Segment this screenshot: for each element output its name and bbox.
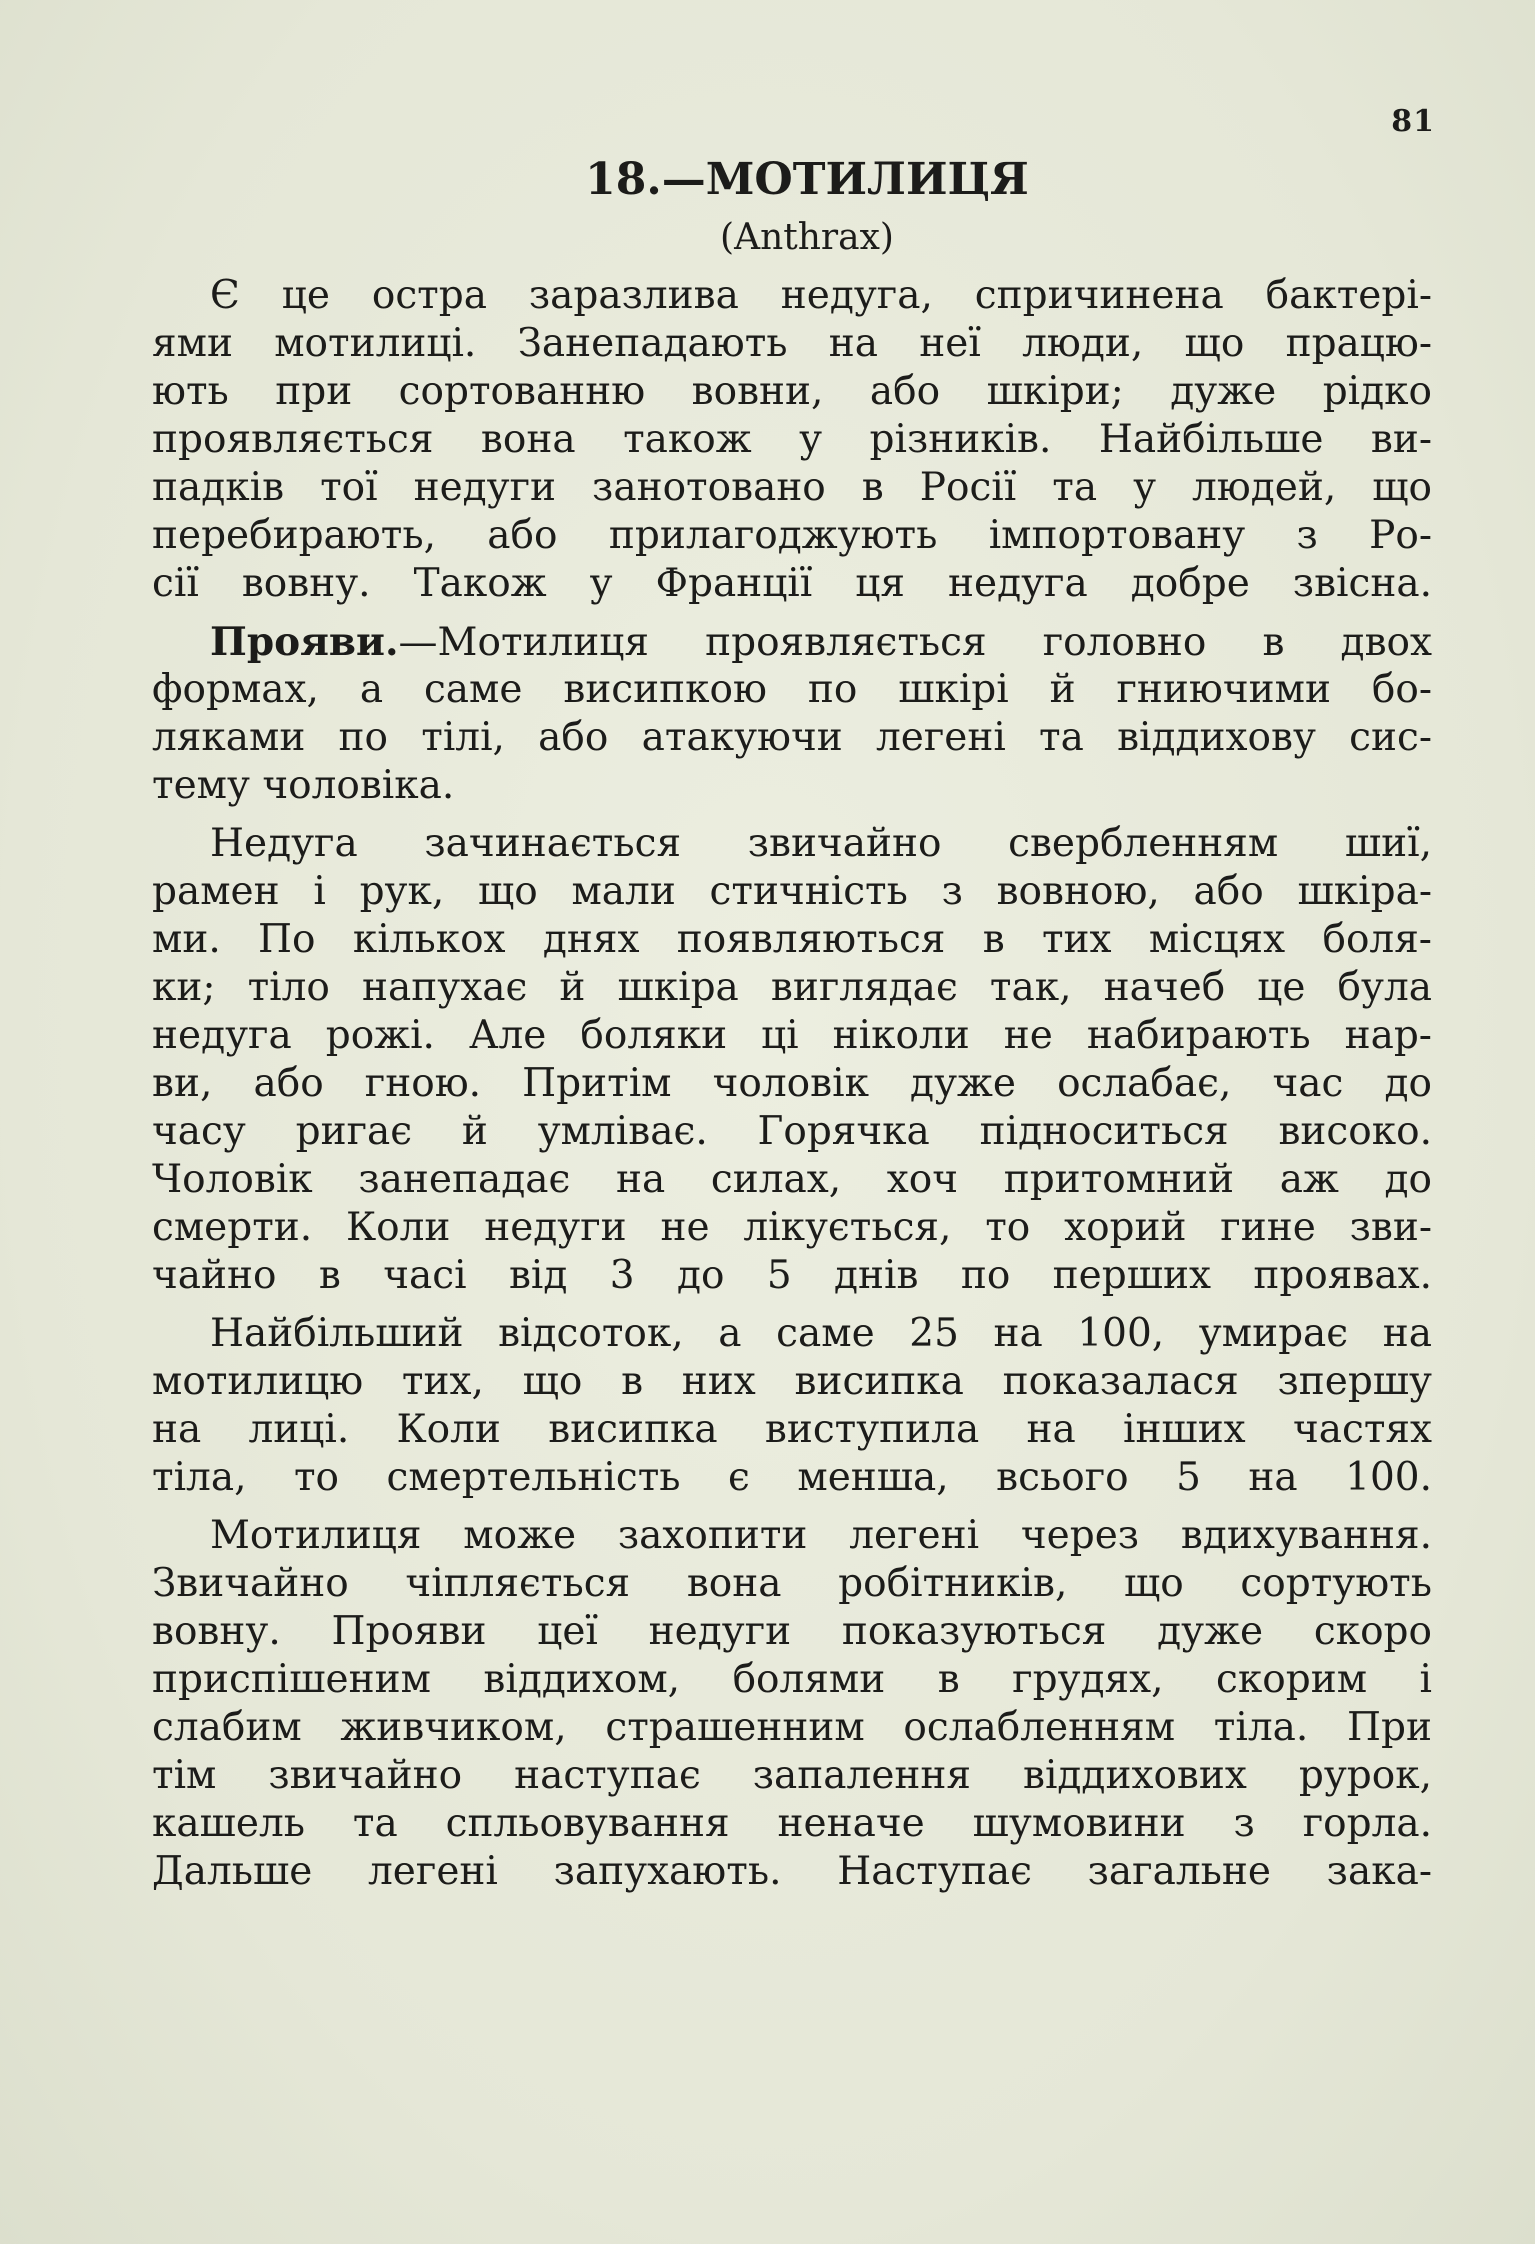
paragraph-2 — [152, 618, 1432, 810]
text-line: ляками по тілі, або атакуючи легені та віддихову сис- — [152, 715, 1432, 760]
text-line: Дальше легені запухають. Наступає загальне зака- — [152, 1849, 1432, 1894]
text-line: чайно в часі від 3 до 5 днів по перших проявах. — [152, 1253, 1432, 1298]
text-line: Недуга зачинається звичайно свербленням шиї, — [210, 821, 1432, 866]
chapter-subtitle: (Anthrax) — [720, 217, 894, 258]
text-line: ями мотилиці. Занепадають на неї люди, що працю- — [152, 321, 1432, 366]
text-line: кашель та спльовування неначе шумовини з горла. — [152, 1801, 1432, 1846]
paragraph-5 — [152, 1512, 1432, 1896]
page-content — [152, 150, 1432, 1906]
text-line: сії вовну. Також у Франції ця недуга добре звісна. — [152, 561, 1432, 606]
text-line: смерти. Коли недуги не лікується, то хорий гине зви- — [152, 1205, 1432, 1250]
text-line: тіла, то смертельність є менша, всього 5 на 100. — [152, 1455, 1432, 1500]
text-run: —Мотилиця проявляється головно в двох — [398, 620, 1432, 665]
text-line: Є це остра заразлива недуга, спричинена бактері- — [210, 273, 1432, 318]
section-lead: Прояви. — [210, 619, 399, 665]
text-line: ми. По кількох днях появляються в тих місцях боля- — [152, 917, 1432, 962]
text-line: приспішеним віддихом, болями в грудях, скорим і — [152, 1657, 1432, 1702]
chapter-title: 18.—МОТИЛИЦЯ — [585, 154, 1029, 205]
text-line: слабим живчиком, страшенним ослабленням тіла. При — [152, 1705, 1432, 1750]
text-line: проявляється вона також у різників. Найбільше ви- — [152, 417, 1432, 462]
text-line: недуга рожі. Але боляки ці ніколи не набирають нар- — [152, 1013, 1432, 1058]
page-number: 81 — [1391, 104, 1435, 139]
text-line: часу ригає й умліває. Горячка підноситься високо. — [152, 1109, 1432, 1154]
paragraph-1 — [152, 272, 1432, 608]
text-line: вовну. Прояви цеї недуги показуються дуже скоро — [152, 1609, 1432, 1654]
text-line: тему чоловіка. — [152, 763, 455, 808]
text-line: Чоловік занепадає на силах, хоч притомний аж до — [152, 1157, 1432, 1202]
text-line: тім звичайно наступає запалення віддихових рурок, — [152, 1753, 1432, 1798]
text-line: рамен і рук, що мали стичність з вовною, або шкіра- — [152, 869, 1432, 914]
text-line: падків тої недуги занотовано в Росії та у людей, що — [152, 465, 1432, 510]
text-line: перебирають, або прилагоджують імпортовану з Ро- — [152, 513, 1432, 558]
text-line — [152, 618, 1432, 666]
text-line: ки; тіло напухає й шкіра виглядає так, начеб це була — [152, 965, 1432, 1010]
paragraph-4 — [152, 1310, 1432, 1502]
text-line: на лиці. Коли висипка виступила на інших частях — [152, 1407, 1432, 1452]
text-line: Звичайно чіпляється вона робітників, що сортують — [152, 1561, 1432, 1606]
text-line: ви, або гною. Притім чоловік дуже ослабає, час до — [152, 1061, 1432, 1106]
text-line: мотилицю тих, що в них висипка показалася зпершу — [152, 1359, 1432, 1404]
text-line: формах, а саме висипкою по шкірі й гниючими бо- — [152, 667, 1432, 712]
text-line: Найбільший відсоток, а саме 25 на 100, умирає на — [210, 1311, 1432, 1356]
text-line: ють при сортованню вовни, або шкіри; дуже рідко — [152, 369, 1432, 414]
text-line: Мотилиця може захопити легені через вдихування. — [210, 1513, 1432, 1558]
paragraph-3 — [152, 820, 1432, 1300]
